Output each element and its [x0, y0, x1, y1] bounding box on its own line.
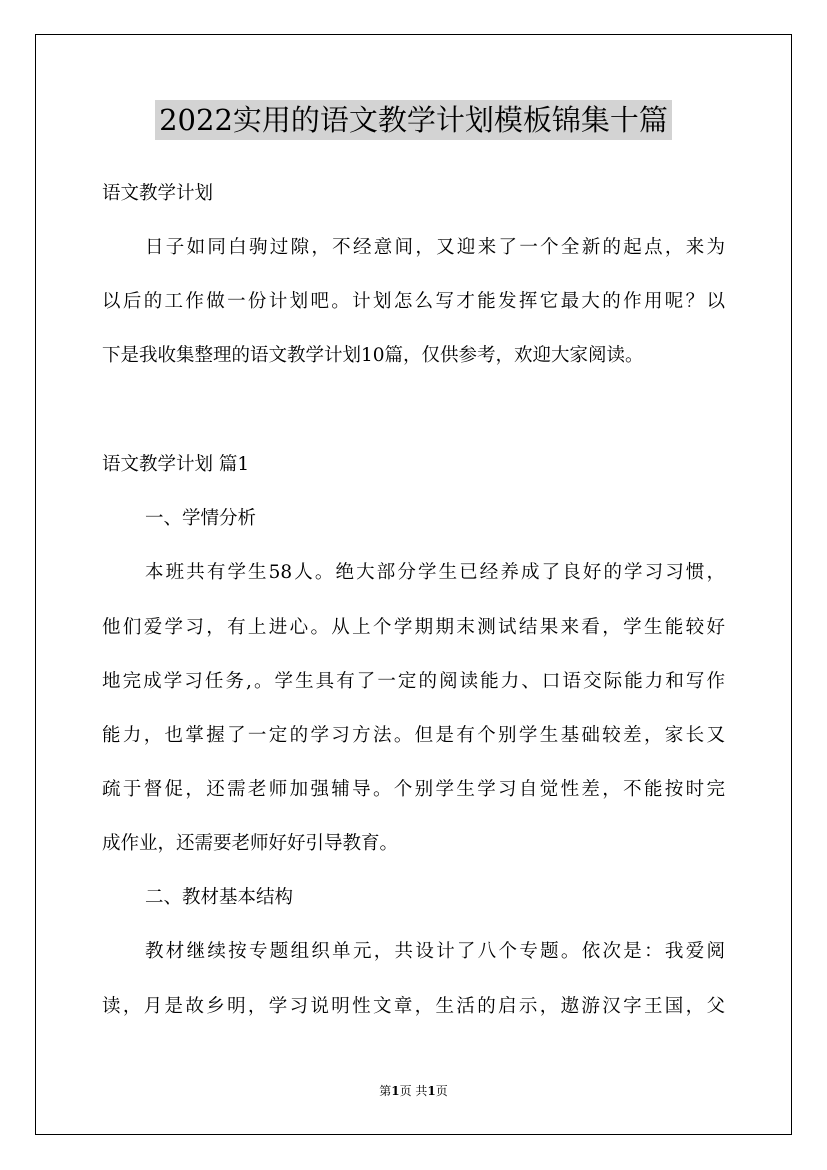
page-footer [0, 1083, 827, 1099]
paragraph-line: 本班共有学生58人。绝大部分学生已经养成了良好的学习习惯， [145, 562, 725, 583]
footer-page-prefix: 第 [379, 1084, 392, 1098]
paragraph-line: 读，月是故乡明，学习说明性文章，生活的启示，遨游汉字王国，父 [102, 996, 725, 1017]
article-heading: 语文教学计划 篇1 [102, 454, 250, 475]
paragraph-line: 日子如同白驹过隙，不经意间，又迎来了一个全新的起点，来为 [145, 237, 725, 258]
subheading: 二、教材基本结构 [145, 887, 294, 908]
paragraph-line: 成作业，还需要老师好好引导教育。 [102, 833, 399, 854]
paragraph-line: 教材继续按专题组织单元，共设计了八个专题。依次是：我爱阅 [145, 941, 725, 962]
subheading: 一、学情分析 [145, 508, 257, 529]
footer-page-current: 1 [391, 1084, 400, 1098]
document-title: 2022实用的语文教学计划模板锦集十篇 [155, 100, 672, 140]
footer-page-total: 1 [427, 1084, 436, 1098]
section-heading: 语文教学计划 [102, 183, 214, 204]
paragraph-line: 地完成学习任务,。学生具有了一定的阅读能力、口语交际能力和写作 [102, 671, 725, 692]
footer-page-suffix: 页 [435, 1084, 448, 1098]
paragraph-line: 下是我收集整理的语文教学计划10篇，仅供参考，欢迎大家阅读。 [102, 345, 644, 366]
footer-page-mid: 页 共 [399, 1084, 428, 1098]
paragraph-line: 能力，也掌握了一定的学习方法。但是有个别学生基础较差，家长又 [102, 725, 725, 746]
paragraph-line: 疏于督促，还需老师加强辅导。个别学生学习自觉性差，不能按时完 [102, 779, 725, 800]
paragraph-line: 以后的工作做一份计划吧。计划怎么写才能发挥它最大的作用呢？以 [102, 291, 725, 312]
paragraph-line: 他们爱学习，有上进心。从上个学期期末测试结果来看，学生能较好 [102, 617, 725, 638]
title-container [0, 100, 827, 140]
